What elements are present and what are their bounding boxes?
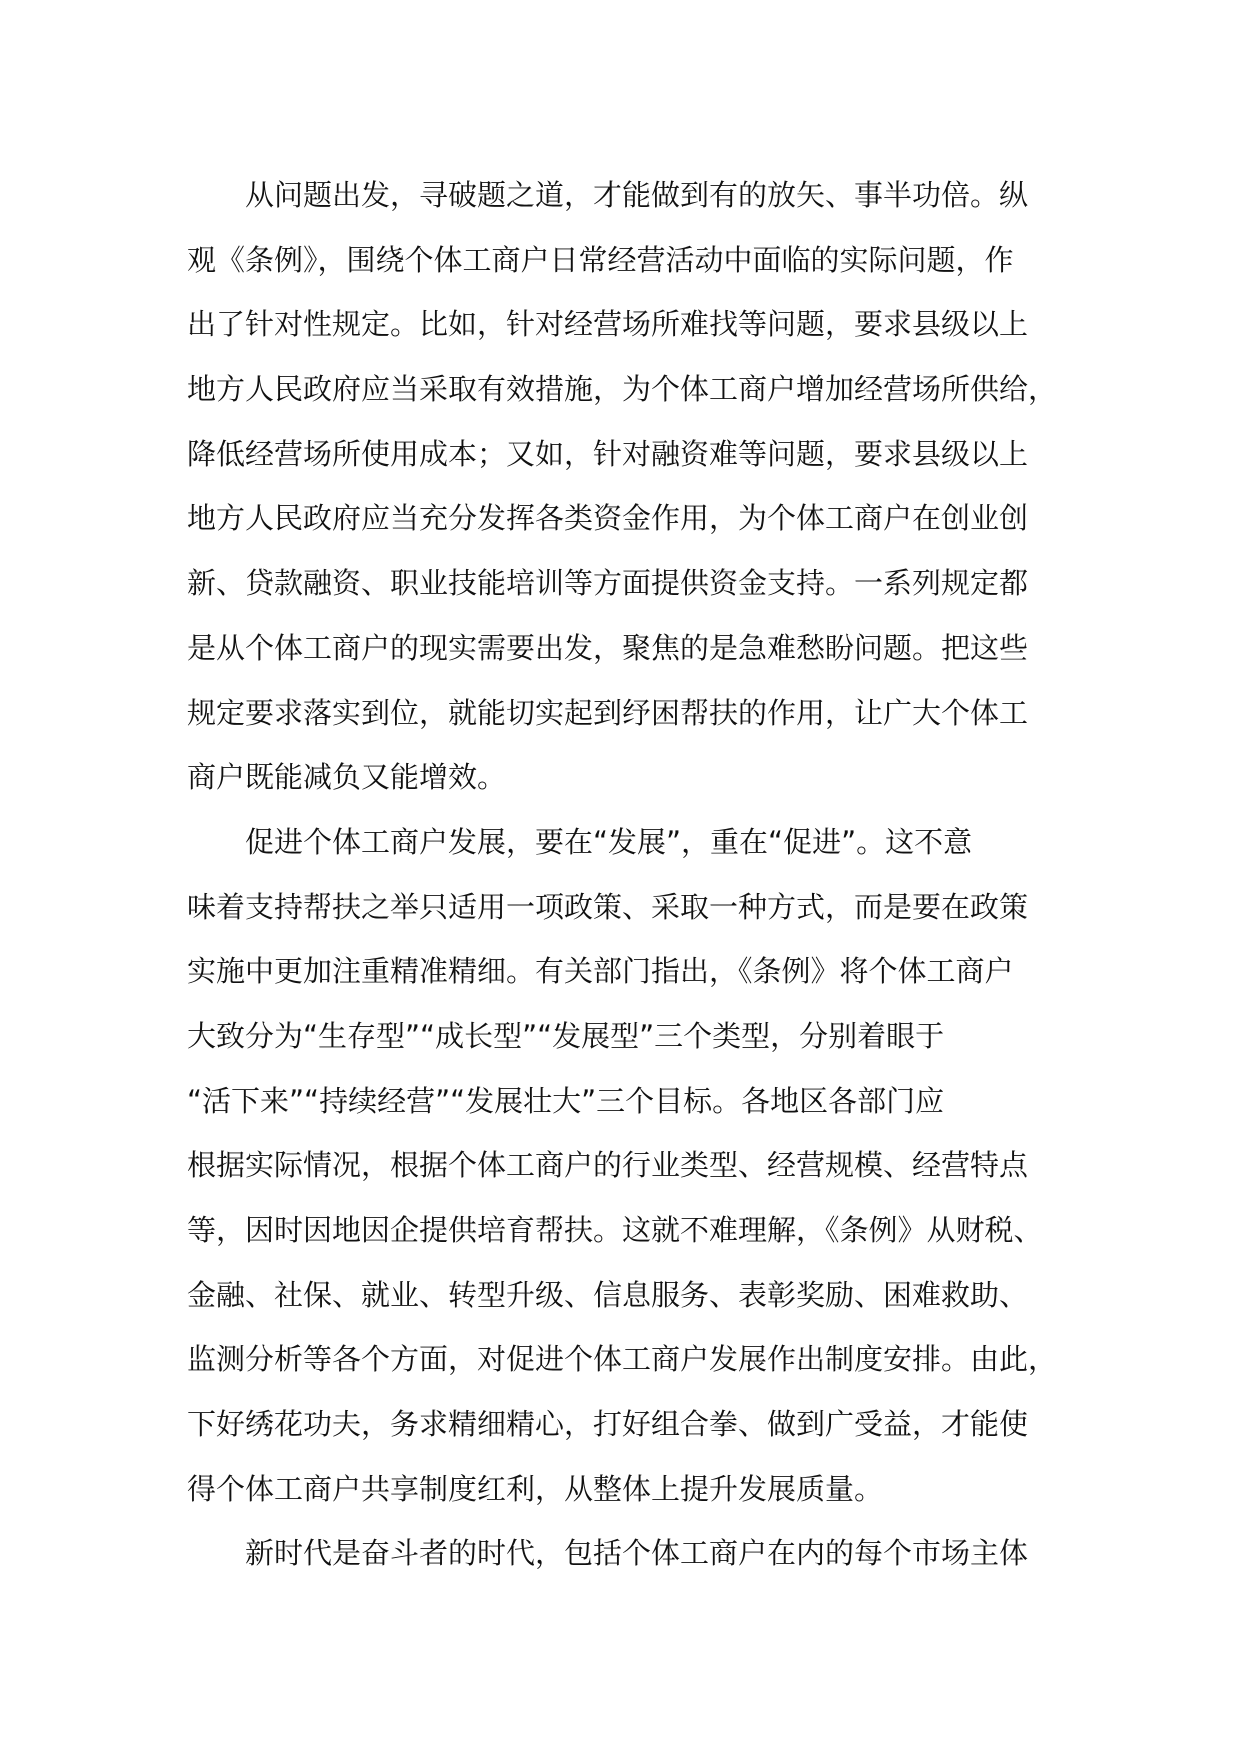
text-line: 是从个体工商户的现实需要出发，聚焦的是急难愁盼问题。把这些 bbox=[187, 630, 1029, 665]
text-line: 下好绣花功夫，务求精细精心，打好组合拳、做到广受益，才能使 bbox=[187, 1407, 1029, 1442]
text-line: 得个体工商户共享制度红利，从整体上提升发展质量。 bbox=[187, 1471, 884, 1506]
text-line: “活下来”“持续经营”“发展壮大”三个目标。各地区各部门应 bbox=[187, 1083, 945, 1118]
text-line: 味着支持帮扶之举只适用一项政策、采取一种方式，而是要在政策 bbox=[187, 889, 1029, 924]
text-line: 大致分为“生存型”“成长型”“发展型”三个类型，分别着眼于 bbox=[187, 1018, 945, 1053]
text-line: 监测分析等各个方面，对促进个体工商户发展作出制度安排。由此， bbox=[187, 1342, 1058, 1377]
text-line: 新、贷款融资、职业技能培训等方面提供资金支持。一系列规定都 bbox=[187, 566, 1029, 601]
text-line: 金融、社保、就业、转型升级、信息服务、表彰奖励、困难救助、 bbox=[187, 1277, 1029, 1312]
text-line: 降低经营场所使用成本；又如，针对融资难等问题，要求县级以上 bbox=[187, 436, 1029, 471]
text-line: 等，因时因地因企提供培育帮扶。这就不难理解，《条例》从财税、 bbox=[187, 1213, 1043, 1247]
text-line: 从问题出发，寻破题之道，才能做到有的放矢、事半功倍。纵 bbox=[245, 178, 1029, 212]
text-line: 促进个体工商户发展，要在“发展”，重在“促进”。这不意 bbox=[245, 824, 973, 859]
text-line: 实施中更加注重精准精细。有关部门指出，《条例》将个体工商户 bbox=[187, 954, 1014, 989]
text-line: 商户既能减负又能增效。 bbox=[187, 760, 507, 795]
text-line: 新时代是奋斗者的时代，包括个体工商户在内的每个市场主体 bbox=[245, 1536, 1029, 1571]
text-line: 出了针对性规定。比如，针对经营场所难找等问题，要求县级以上 bbox=[187, 307, 1029, 342]
text-line: 规定要求落实到位，就能切实起到纾困帮扶的作用，让广大个体工 bbox=[187, 695, 1029, 730]
text-line: 地方人民政府应当采取有效措施，为个体工商户增加经营场所供给， bbox=[187, 372, 1058, 407]
text-line: 观《条例》，围绕个体工商户日常经营活动中面临的实际问题，作 bbox=[187, 242, 1014, 277]
text-line: 地方人民政府应当充分发挥各类资金作用，为个体工商户在创业创 bbox=[187, 501, 1029, 536]
text-line: 根据实际情况，根据个体工商户的行业类型、经营规模、经营特点 bbox=[187, 1148, 1029, 1183]
document-body bbox=[187, 163, 1087, 1586]
